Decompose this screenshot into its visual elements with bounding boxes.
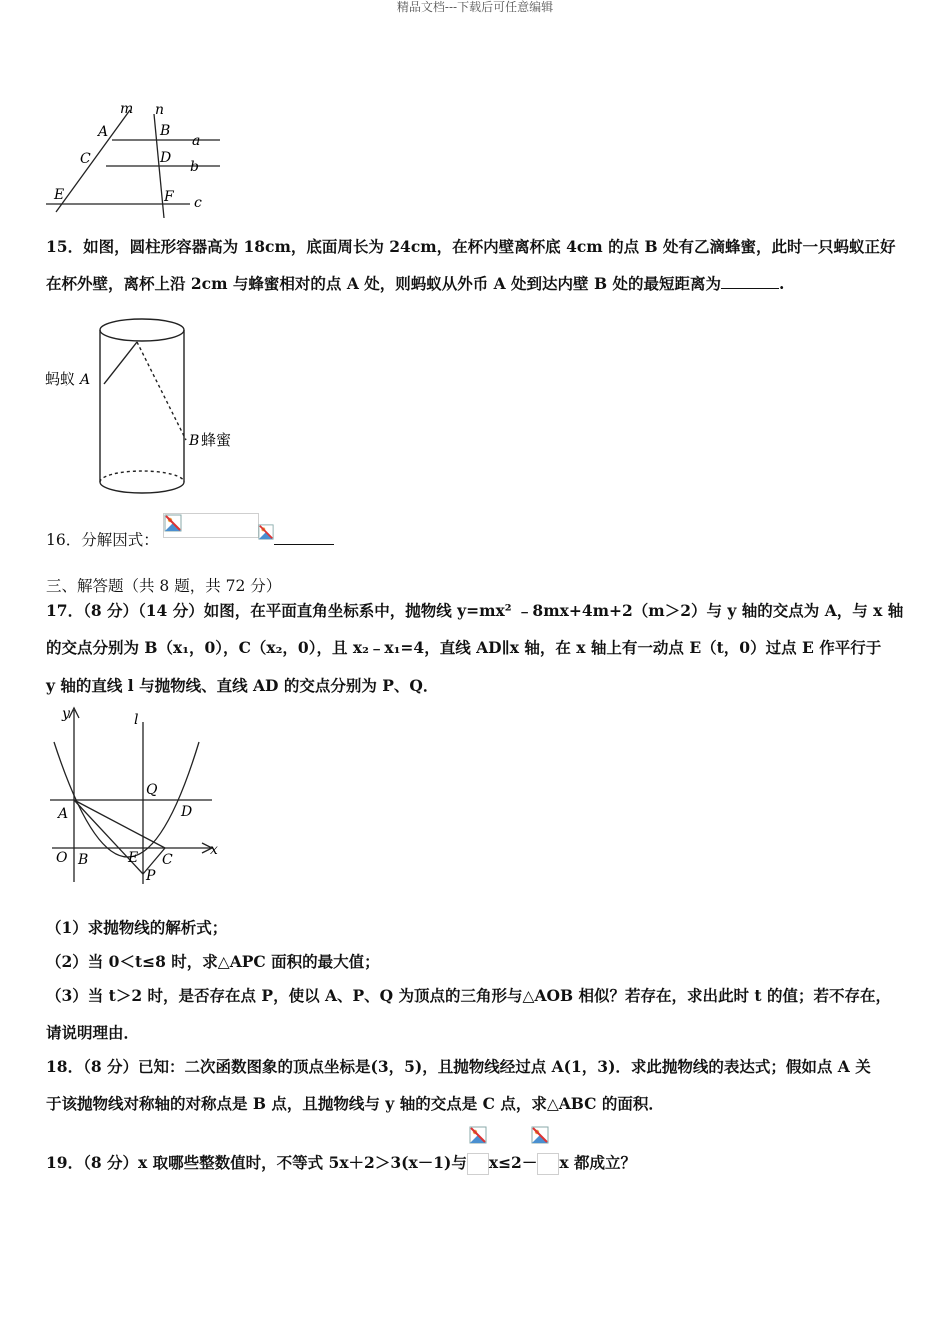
- point-C-label: C: [162, 852, 173, 868]
- ant-label: 蚂蚁: [45, 370, 76, 388]
- cylinder-top: [100, 319, 184, 341]
- q16-answer-blank: [274, 530, 334, 549]
- point-B-label: B: [78, 852, 89, 868]
- q19-line: [46, 1153, 636, 1175]
- q17-sub1: （1）求抛物线的解析式；: [46, 918, 228, 937]
- q18-line1: 18．（8 分）已知：二次函数图象的顶点坐标是(3，5)，且抛物线经过点 A(1，3)．求此抛物线的表达式；假如点 A 关: [46, 1057, 871, 1076]
- label-F: F: [164, 189, 174, 205]
- point-Q-label: Q: [146, 782, 158, 798]
- label-m: m: [120, 101, 134, 117]
- point-P-label: P: [146, 868, 156, 884]
- q17-line3: y 轴的直线 l 与抛物线、直线 AD 的交点分别为 P、Q．: [46, 676, 439, 695]
- q19-text-part3: x 都成立？: [559, 1153, 636, 1172]
- fraction-image-placeholder: [537, 1153, 559, 1175]
- q15-line1: 15．如图，圆柱形容器高为 18cm，底面周长为 24cm，在杯内壁离杯底 4cm 的点 B 处有乙滴蜂蜜，此时一只蚂蚁正好: [46, 237, 896, 256]
- q15-line2: 在杯外壁，离杯上沿 2cm 与蜂蜜相对的点 A 处，则蚂蚁从外币 A 处到达内壁 B 处的最短距离为 .: [46, 274, 785, 293]
- q17-sub3a: （3）当 t＞2 时，是否存在点 P，使以 A、P、Q 为顶点的三角形与△AOB 相似？若存在，求出此时 t 的值；若不存在，: [46, 986, 891, 1005]
- label-C: C: [80, 151, 91, 167]
- label-D: D: [160, 150, 172, 166]
- label-A: A: [98, 124, 109, 140]
- broken-image-icon: [469, 1126, 487, 1144]
- q17-sub2: （2）当 0＜t≤8 时，求△APC 面积的最大值；: [46, 952, 380, 971]
- ant-path-outer: [104, 342, 137, 384]
- line-label-l: l: [134, 712, 139, 728]
- cylinder-bottom-front: [100, 482, 184, 493]
- broken-image-icon: [164, 514, 182, 532]
- point-E-label: E: [128, 850, 139, 866]
- honey-label: 蜂蜜: [201, 431, 232, 449]
- q16-line: [46, 530, 159, 550]
- q19-text-part1: 19．（8 分）x 取哪些整数值时，不等式 5x＋2＞3(x－1)与: [46, 1153, 467, 1172]
- broken-image-placeholder: [163, 513, 259, 538]
- axis-label-y: y: [62, 706, 70, 722]
- cylinder-bottom-back: [100, 471, 184, 482]
- broken-image-icon: [258, 524, 274, 540]
- parallel-lines-figure: [40, 100, 220, 220]
- section3-title: 三、解答题（共 8 题，共 72 分）: [46, 577, 282, 595]
- parabola-figure: [44, 702, 234, 890]
- label-n: n: [155, 102, 165, 118]
- page-header: 精品文档---下载后可任意编辑: [396, 0, 554, 14]
- q17-line1: 17．（8 分）（14 分）如图，在平面直角坐标系中，抛物线 y=mx² ﹣8mx+4m+2（m＞2）与 y 轴的交点为 A，与 x 轴: [46, 601, 904, 620]
- segment-AC: [74, 800, 165, 848]
- label-B: B: [160, 123, 171, 139]
- fraction-image-placeholder: [467, 1153, 489, 1175]
- transversal-m: [56, 110, 130, 212]
- label-a: a: [192, 133, 201, 149]
- axis-label-x: x: [210, 842, 218, 858]
- origin-O-label: O: [56, 850, 68, 866]
- q17-line2: 的交点分别为 B（x₁，0），C（x₂，0），且 x₂﹣x₁=4，直线 AD∥x 轴，在 x 轴上有一动点 E（t，0）过点 E 作平行于: [46, 638, 882, 657]
- label-c: c: [194, 195, 202, 211]
- broken-image-icon: [531, 1126, 549, 1144]
- q17-sub3b: 请说明理由．: [46, 1023, 140, 1042]
- point-A-label: A: [58, 806, 69, 822]
- q18-line2: 于该抛物线对称轴的对称点是 B 点，且抛物线与 y 轴的交点是 C 点，求△ABC 的面积．: [46, 1094, 664, 1113]
- cylinder-figure: [40, 312, 260, 502]
- q19-text-part2: x≤2－: [488, 1153, 538, 1172]
- point-A-label: A: [80, 372, 91, 388]
- label-b: b: [190, 159, 199, 175]
- q16-text: 16．分解因式：: [46, 531, 159, 549]
- label-E: E: [54, 187, 65, 203]
- ant-path-inner: [137, 342, 186, 440]
- point-B-label: B: [189, 433, 200, 449]
- point-D-label: D: [181, 804, 193, 820]
